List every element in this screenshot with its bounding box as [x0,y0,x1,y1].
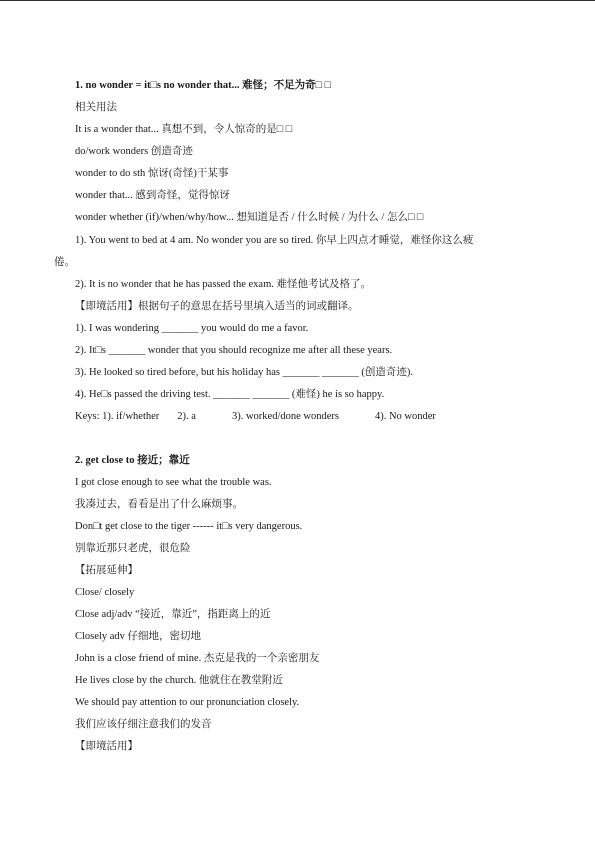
section2-line-4: 【拓展延伸】 [75,565,138,576]
section2-line-1: 我凑过去，看看是出了什么麻烦事。 [75,499,243,510]
section1-line-9: 【即境活用】根据句子的意思在括号里填入适当的词或翻译。 [75,301,359,312]
section1-line-3: wonder to do sth 惊讶(奇怪)干某事 [75,168,229,179]
key-1: Keys: 1). if/whether [75,411,160,422]
key-3: 3). worked/done wonders [231,411,339,422]
section2-line-9: He lives close by the church. 他就住在教堂附近 [75,675,283,686]
section2-line-11: 我们应该仔细注意我们的发音 [75,719,212,730]
section2-line-10: We should pay attention to our pronunciation closely. [75,697,300,708]
section1-line-5: wonder whether (if)/when/why/how... 想知道是否 / 什么时候 / 为什么 / 怎么□ □ [75,212,424,223]
section2-line-0: I got close enough to see what the trouble was. [75,477,272,488]
section1-line-0: 相关用法 [75,102,117,113]
section2-line-2: Don□t get close to the tiger ------ it□s very dangerous. [75,521,303,532]
section1-line-2: do/work wonders 创造奇迹 [75,146,193,157]
section2-line-5: Close/ closely [75,587,135,598]
section1-line-12: 3). He looked so tired before, but his holiday has _______ _______ (创造奇迹). [75,367,413,378]
page-top-rule [0,0,595,1]
section1-line-10: 1). I was wondering _______ you would do me a favor. [75,323,309,334]
section2-line-3: 别靠近那只老虎，很危险 [75,543,191,554]
section1-keys [75,410,436,423]
section1-line-1: It is a wonder that... 真想不到，令人惊奇的是□ □ [75,124,293,135]
key-2: 2). a [177,411,196,422]
section2-title: 2. get close to 接近；靠近 [75,455,190,466]
section1-line-13: 4). He□s passed the driving test. _______ _______ (难怪) he is so happy. [75,389,385,400]
section1-line-11: 2). It□s _______ wonder that you should recognize me after all these years. [75,345,393,356]
section2-line-7: Closely adv 仔细地，密切地 [75,631,201,642]
section2-line-6: Close adj/adv “接近，靠近”，指距离上的近 [75,609,271,620]
section1-line-8: 2). It is no wonder that he has passed the exam. 难怪他考试及格了。 [75,279,371,290]
section1-line-4: wonder that... 感到奇怪，觉得惊讶 [75,190,230,201]
section1-title: 1. no wonder = it□s no wonder that... 难怪；不足为奇□ □ [75,80,331,91]
section2-line-12: 【即境活用】 [75,741,138,752]
section1-line-7: 倦。 [54,257,75,268]
section1-line-6: 1). You went to bed at 4 am. No wonder you are so tired. 你早上四点才睡觉，难怪你这么疲 [75,235,474,246]
key-4: 4). No wonder [374,411,436,422]
section2-line-8: John is a close friend of mine. 杰克是我的一个亲密朋友 [75,653,320,664]
